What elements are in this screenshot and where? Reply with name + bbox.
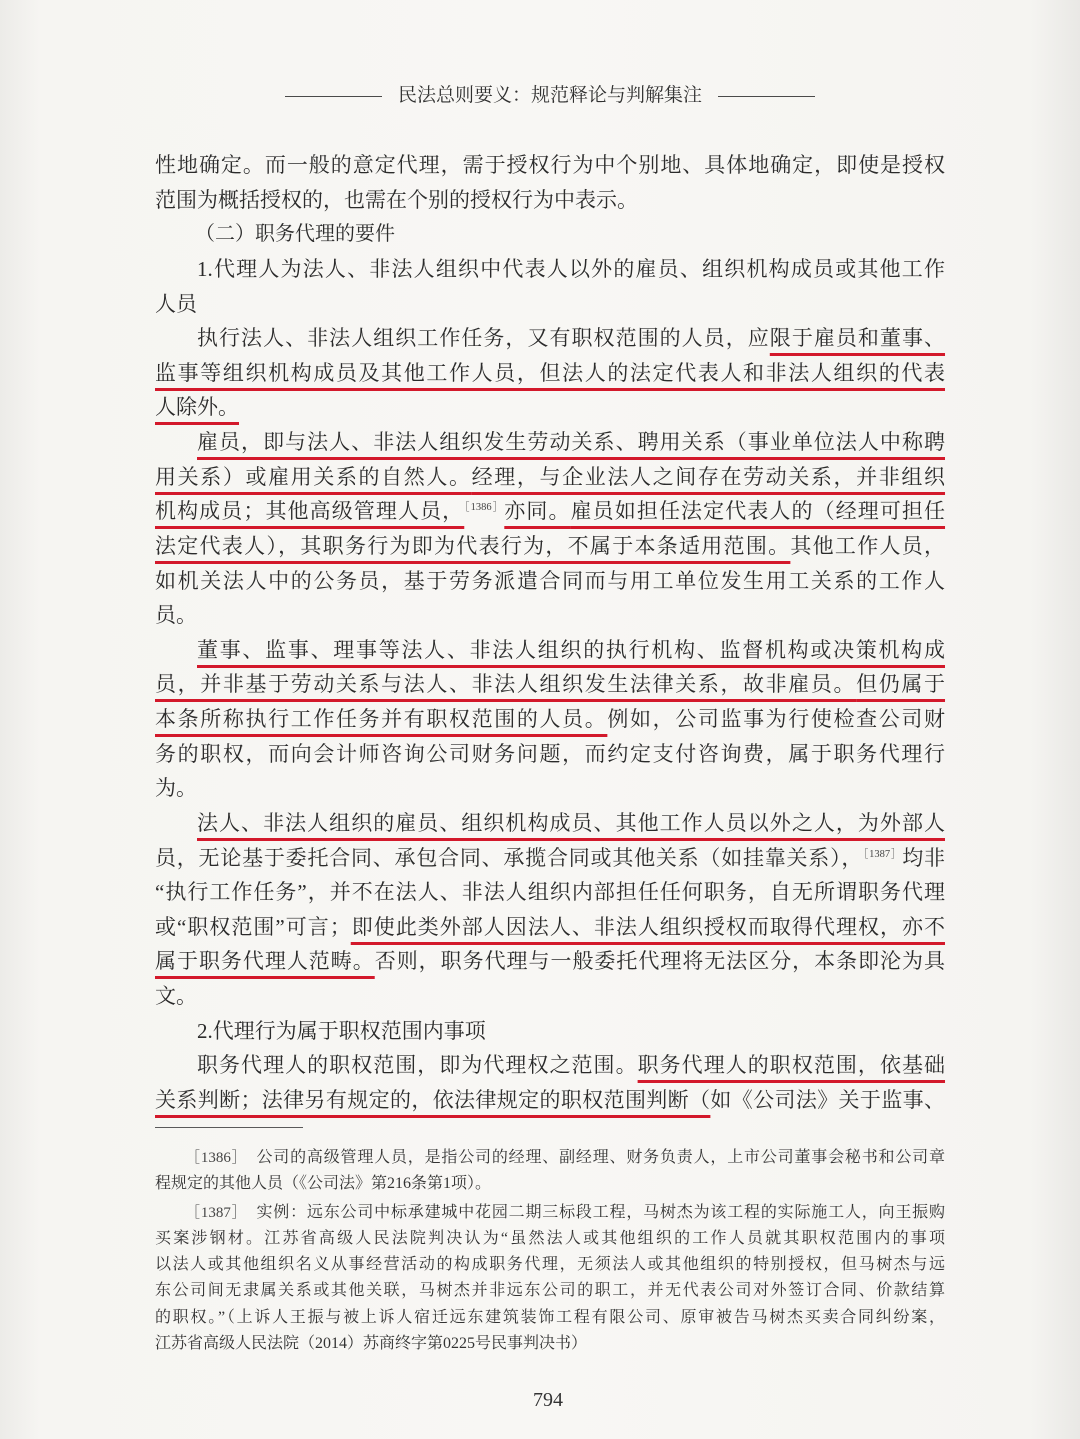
- text-line: [155, 841, 945, 876]
- footnote-line: [155, 1226, 945, 1252]
- underlined-segment: 雇员如担任法定代表人的（经理可担任: [570, 499, 946, 524]
- text-line: [155, 910, 945, 945]
- text-line: [155, 287, 945, 322]
- underlined-segment: 法人、非法人组织的雇员、组织机构成员、其他工作人员以外之人，为外部人: [197, 810, 945, 835]
- text-segment: 例如，公司监事为行使检查公司财: [607, 707, 946, 731]
- underlined-segment: 但仍属于: [856, 672, 946, 697]
- footnote-text: 的职权。”（上诉人王振与被上诉人宿迁远东建筑装饰工程有限公司、原审被告马树杰买卖合同纠纷案，: [155, 1308, 945, 1326]
- page-number: 794: [533, 1389, 563, 1411]
- section-heading: [155, 217, 945, 252]
- subheading: [155, 252, 945, 321]
- text-line: [155, 460, 945, 495]
- paragraph: [155, 425, 945, 633]
- body-text: [155, 148, 945, 1118]
- text-line: [155, 1083, 945, 1118]
- paragraph: [155, 1048, 945, 1117]
- underlined-segment: 属于职务代理人范畴。: [155, 949, 375, 974]
- text-line: [155, 494, 945, 529]
- underlined-segment: 员，并非基于劳动关系与法人、非法人组织发生法律关系，故非雇员。: [155, 672, 857, 697]
- footnote-ref: ［1386］: [464, 502, 505, 514]
- text-line: [155, 979, 945, 1014]
- paragraph: [155, 148, 945, 217]
- underlined-segment: 关系判断；法律另有规定的，依法律规定的职权范围判断（: [155, 1087, 711, 1112]
- underlined-segment: 用关系）或雇用关系的自然人。: [155, 464, 472, 489]
- text-line: [155, 217, 945, 252]
- text-segment: 均非: [902, 845, 946, 870]
- underlined-segment: 机构成员；其他高级管理人员，: [155, 499, 465, 524]
- underlined-segment: 雇员，即与法人、非法人组织发生劳动关系、聘用关系（事业单位法人中称聘: [197, 430, 945, 454]
- running-header: [0, 82, 1080, 110]
- text-line: [155, 875, 945, 910]
- text-segment: 2.代理行为属于职权范围内事项: [197, 1018, 486, 1043]
- text-line: [155, 148, 945, 183]
- text-segment: 职务代理人的职权范围，即为代理权之范围。: [197, 1053, 638, 1078]
- text-line: [155, 598, 945, 633]
- text-line: [155, 564, 945, 599]
- text-segment: 执行法人、非法人组织工作任务，又有职权范围的人员，应: [197, 326, 770, 351]
- underlined-segment: 监事等组织机构成员及其他工作人员，但法人的法定代表人和非法人组织的代表: [155, 360, 945, 385]
- paragraph: [155, 806, 945, 1014]
- text-segment: “执行工作任务”，并不在法人、非法人组织内部担任任何职务，自无所谓职务代理: [155, 880, 945, 905]
- text-line: [155, 390, 945, 425]
- paragraph: [155, 321, 945, 425]
- header-title: 民法总则要义：规范释论与判解集注: [397, 85, 702, 106]
- underlined-segment: 职务代理人的职权范围，依基础: [637, 1053, 946, 1078]
- paragraph: [155, 633, 945, 806]
- text-segment: 员，无论基于委托合同、承包合同、承揽合同或其他关系（如挂靠关系），: [155, 845, 864, 870]
- text-segment: 务的职权，而向会计师咨询公司财务问题，而约定支付咨询费，属于职务代理行: [155, 741, 945, 766]
- text-line: [155, 183, 945, 218]
- text-segment: 或“职权范围”可言；: [155, 914, 351, 939]
- underlined-segment: 经理，与企业法人之间存在劳动关系，并非组织: [471, 464, 946, 489]
- footnote-ref: ［1387］: [863, 848, 903, 860]
- footnote-marker: ［1386］: [185, 1150, 248, 1166]
- footnote: [155, 1145, 945, 1198]
- text-line: [155, 321, 945, 356]
- subheading: [155, 1014, 945, 1049]
- text-line: [155, 667, 945, 702]
- text-line: [155, 425, 945, 460]
- footnote-text: 实例：远东公司中标承建城中花园二期三标段工程，马树杰为该工程的实际施工人，向王振购: [256, 1203, 945, 1221]
- footnote-line: [155, 1252, 945, 1278]
- underlined-segment: 法定代表人），其职务行为即为代表行为，不属于本条适用范围。: [155, 533, 791, 558]
- text-segment: （二）职务代理的要件: [195, 223, 395, 246]
- header-rule-left: [285, 96, 382, 97]
- text-segment: 1.代理人为法人、非法人组织中代表人以外的雇员、组织机构成员或其他工作: [197, 256, 945, 281]
- footnote-line: [155, 1305, 945, 1331]
- footnote-marker: ［1387］: [185, 1204, 248, 1221]
- text-line: [155, 252, 945, 287]
- text-line: [155, 771, 945, 806]
- underlined-segment: 限于雇员和董事、: [769, 326, 946, 351]
- text-segment: 员。: [155, 603, 197, 628]
- footnote-line: [155, 1200, 945, 1226]
- footnote: [155, 1200, 945, 1358]
- text-line: [155, 1048, 945, 1083]
- footnote-text: 程规定的其他人员（《公司法》第216条第1项）。: [155, 1175, 492, 1193]
- footnotes: [155, 1145, 945, 1357]
- header-rule-right: [718, 96, 815, 97]
- text-segment: 其他工作人员，: [790, 533, 946, 558]
- text-line: [155, 529, 945, 564]
- footnote-text: 东公司间无隶属关系或其他关联，马树杰并非远东公司的职工，并无代表公司对外签订合同、价款结算: [155, 1282, 945, 1300]
- text-segment: 范围为概括授权的，也需在个别的授权行为中表示。: [155, 187, 638, 212]
- underlined-segment: 人除外。: [155, 395, 239, 420]
- text-line: [155, 702, 945, 737]
- text-line: [155, 1014, 945, 1049]
- footnote-line: [155, 1145, 945, 1171]
- text-segment: 为。: [155, 776, 197, 801]
- text-line: [155, 944, 945, 979]
- underlined-segment: 亦同。: [504, 499, 571, 524]
- footnote-line: [155, 1171, 945, 1197]
- footnote-text: 江苏省高级人民法院（2014）苏商终字第0225号民事判决书）: [155, 1335, 588, 1353]
- footnote-line: [155, 1278, 945, 1304]
- text-segment: 文。: [155, 984, 197, 1008]
- underlined-segment: 董事、监事、理事等法人、非法人组织的执行机构、监督机构或决策机构成: [197, 637, 945, 662]
- text-segment: 人员: [155, 291, 197, 316]
- underlined-segment: 即使此类外部人因法人、非法人组织授权而取得代理权，亦不: [350, 914, 945, 939]
- text-segment: 如机关法人中的公务员，基于劳务派遣合同而与用工单位发生用工关系的工作人: [155, 568, 945, 593]
- text-segment: 如《公司法》关于监事、: [710, 1087, 946, 1112]
- text-line: [155, 356, 945, 391]
- text-segment: 否则，职务代理与一般委托代理将无法区分，本条即沦为具: [374, 949, 946, 974]
- underlined-segment: 本条所称执行工作任务并有职权范围的人员。: [155, 707, 608, 731]
- footnote-text: 公司的高级管理人员，是指公司的经理、副经理、财务负责人，上市公司董事会秘书和公司章: [256, 1149, 945, 1166]
- footnote-text: 以法人或其他组织名义从事经营活动的构成职务代理，无须法人或其他组织的特别授权，但马树杰与远: [155, 1256, 945, 1274]
- text-line: [155, 806, 945, 841]
- text-segment: 性地确定。而一般的意定代理，需于授权行为中个别地、具体地确定，即使是授权: [155, 153, 945, 177]
- footnote-rule: [155, 1127, 303, 1128]
- text-line: [155, 633, 945, 668]
- footnote-text: 买案涉钢材。江苏省高级人民法院判决认为“虽然法人或其他组织的工作人员就其职权范围内的事项: [155, 1229, 945, 1247]
- text-line: [155, 737, 945, 772]
- footnote-line: [155, 1331, 945, 1357]
